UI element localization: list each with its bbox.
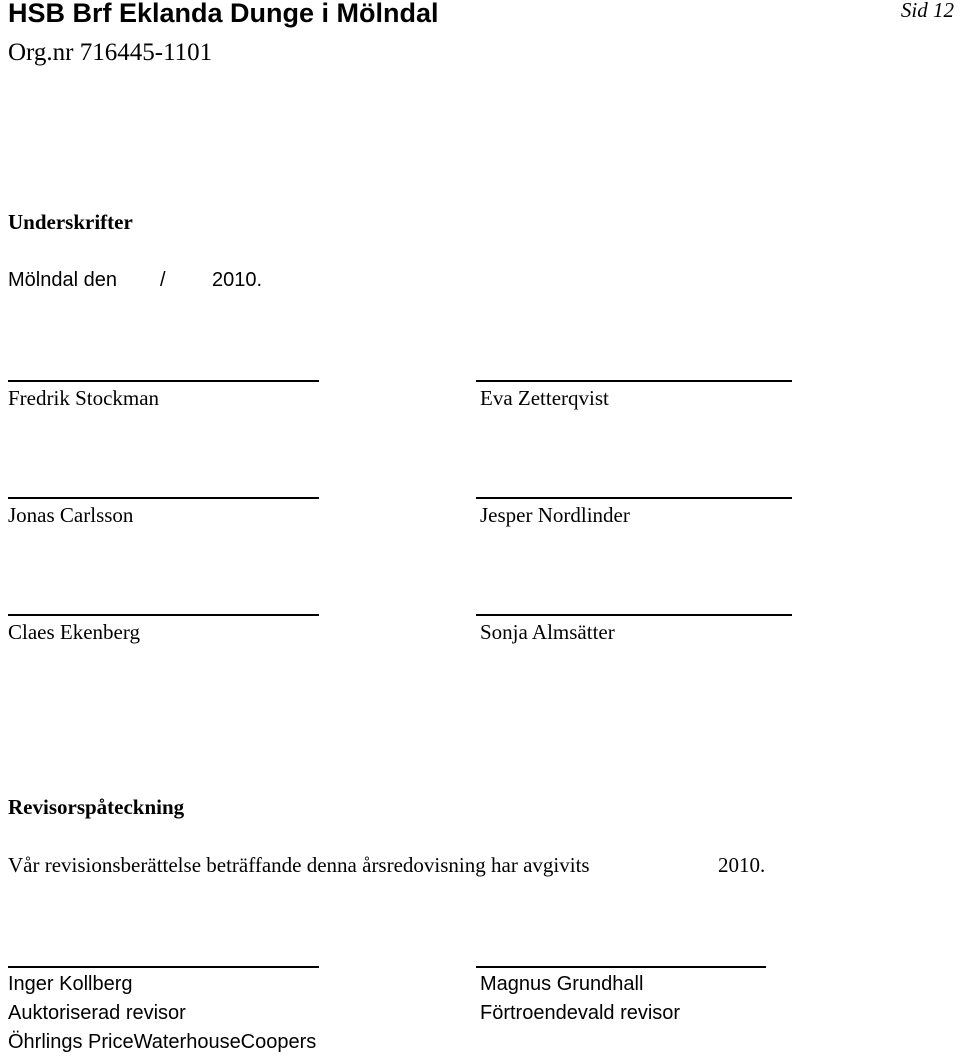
- auditor-name: Inger Kollberg: [8, 973, 133, 995]
- board-member-name: Eva Zetterqvist: [480, 386, 609, 410]
- org-number: Org.nr 716445-1101: [8, 39, 213, 66]
- auditor-firm: Öhrlings PriceWaterhouseCoopers: [8, 1031, 317, 1053]
- auditor-role: Auktoriserad revisor: [8, 1002, 186, 1024]
- board-member-name: Fredrik Stockman: [8, 386, 160, 410]
- page-number: Sid 12: [900, 0, 954, 22]
- signature-line: [476, 966, 766, 968]
- signature-year: 2010.: [212, 269, 263, 291]
- signatures-heading: Underskrifter: [8, 210, 133, 234]
- board-member-name: Jonas Carlsson: [8, 503, 134, 527]
- auditor-role: Förtroendevald revisor: [480, 1002, 681, 1024]
- audit-heading: Revisorspåteckning: [8, 795, 185, 819]
- signature-line: [476, 614, 792, 616]
- signature-line: [8, 614, 319, 616]
- audit-statement: Vår revisionsberättelse beträffande denna årsredovisning har avgivits: [8, 853, 590, 877]
- signature-line: [476, 497, 792, 499]
- board-member-name: Jesper Nordlinder: [480, 503, 630, 527]
- date-slash: /: [160, 269, 166, 291]
- auditor-name: Magnus Grundhall: [480, 973, 644, 995]
- signature-line: [8, 497, 319, 499]
- board-member-name: Sonja Almsätter: [480, 620, 615, 644]
- audit-statement-year: 2010.: [718, 853, 766, 877]
- board-member-name: Claes Ekenberg: [8, 620, 140, 644]
- signature-line: [476, 380, 792, 382]
- document-title: HSB Brf Eklanda Dunge i Mölndal: [8, 0, 439, 28]
- signature-line: [8, 966, 319, 968]
- place-date-label: Mölndal den: [8, 269, 117, 291]
- signature-line: [8, 380, 319, 382]
